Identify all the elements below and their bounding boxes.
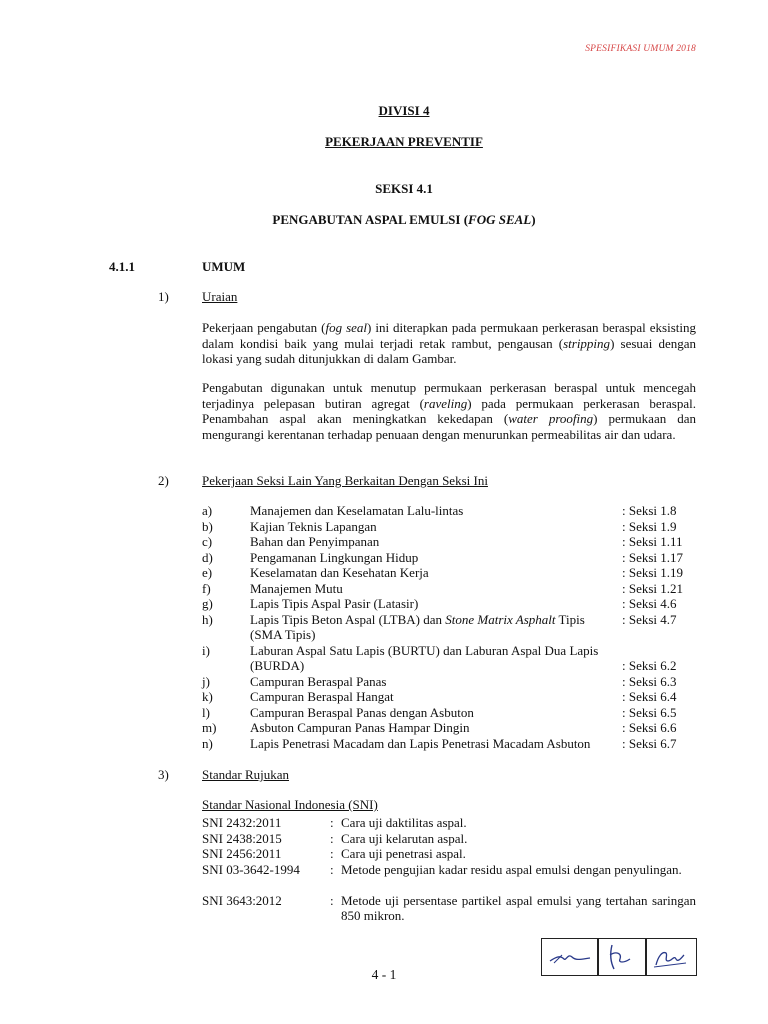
list-item-label: b)	[202, 518, 213, 534]
clause-title: UMUM	[202, 259, 246, 274]
standard-description: Metode pengujian kadar residu aspal emulsi dengan penyulingan.	[341, 861, 682, 877]
division-title: DIVISI 4	[378, 103, 430, 118]
list-item	[0, 611, 768, 642]
list-item-text-run: Tipis (SMA Tipis)	[250, 611, 585, 642]
standard-code: SNI 3643:2012	[202, 892, 282, 908]
clause-number: 4.1.1	[109, 259, 135, 274]
list-item	[0, 642, 768, 673]
list-item-text: Lapis Penetrasi Macadam dan Lapis Penetrasi Macadam Asbuton	[250, 735, 591, 751]
list-item	[0, 736, 768, 752]
section-number: SEKSI 4.1	[375, 181, 433, 196]
standard-colon: :	[330, 861, 334, 877]
standard-code: SNI 2456:2011	[202, 846, 282, 861]
list-item-text: Campuran Beraspal Hangat	[250, 689, 394, 704]
standard-description: Metode uji persentase partikel aspal emulsi yang tertahan saringan 850 mikron.	[341, 892, 696, 923]
list-item-label: c)	[202, 534, 213, 549]
sub2-number: 2)	[158, 473, 169, 488]
standard-colon: :	[330, 830, 334, 846]
sub3-title: Standar Rujukan	[202, 767, 290, 782]
list-item-label: a)	[202, 503, 213, 518]
list-item-label: g)	[202, 596, 213, 611]
paragraph-2-run: Pengabutan digunakan untuk menutup permukaan perkerasan beraspal untuk mencegah terjadinya pelepasan butiran agregat (	[202, 380, 696, 411]
paragraph-2-run: ) pada permukaan perkerasan beraspal. Penambahan aspal akan meningkatkan kekedapan (	[202, 395, 696, 426]
list-item-label: n)	[202, 735, 213, 751]
list-item-label: j)	[202, 673, 210, 689]
list-item	[0, 596, 768, 612]
standard-code: SNI 03-3642-1994	[202, 861, 300, 877]
list-item-label: i)	[202, 642, 210, 658]
standard-colon: :	[330, 815, 334, 830]
list-item-text	[250, 612, 618, 643]
spec-header-note: SPESIFIKASI UMUM 2018	[585, 44, 696, 54]
standard-colon: :	[330, 892, 334, 908]
list-item-label: f)	[202, 580, 211, 596]
list-item-text: Pengamanan Lingkungan Hidup	[250, 549, 419, 565]
paragraph-1	[202, 320, 696, 367]
standard-description: Cara uji kelarutan aspal.	[341, 830, 468, 846]
paragraph-2-run: water proofing	[508, 411, 594, 426]
list-item-section-ref: : Seksi 1.19	[622, 565, 684, 580]
paragraph-1-run: Pekerjaan pengabutan (	[202, 320, 326, 335]
list-item-section-ref: : Seksi 1.9	[622, 518, 677, 534]
list-item-section-ref: : Seksi 6.4	[622, 689, 677, 704]
list-item	[0, 705, 768, 721]
list-item-text: Lapis Tipis Aspal Pasir (Latasir)	[250, 596, 419, 611]
sub3-number: 3)	[158, 767, 169, 782]
list-item-section-ref: : Seksi 1.8	[622, 503, 677, 518]
list-item-label: h)	[202, 611, 213, 627]
list-item-text: Laburan Aspal Satu Lapis (BURTU) dan Laburan Aspal Dua Lapis (BURDA)	[250, 642, 599, 673]
standard-code: SNI 2438:2015	[202, 830, 282, 846]
list-item-label: e)	[202, 565, 213, 580]
list-item-text: Bahan dan Penyimpanan	[250, 534, 380, 549]
list-item	[0, 674, 768, 690]
paragraph-1-run: ) ini diterapkan pada permukaan perkerasan beraspal eksisting dalam kondisi baik yang mulai terjadi retak rambut, pengausan (	[202, 320, 696, 351]
list-item-text: Campuran Beraspal Panas	[250, 673, 387, 689]
list-item	[0, 519, 768, 535]
list-item-label: l)	[202, 704, 210, 720]
section-name-italic: FOG SEAL	[468, 212, 532, 227]
list-item	[0, 689, 768, 705]
section-name	[0, 212, 768, 228]
list-item-section-ref: : Seksi 4.6	[622, 596, 677, 611]
list-item-section-ref: : Seksi 1.17	[622, 549, 684, 565]
paragraph-2	[202, 380, 696, 442]
sni-subtitle: Standar Nasional Indonesia (SNI)	[202, 797, 378, 812]
list-item	[0, 503, 768, 519]
standard-description: Cara uji daktilitas aspal.	[341, 815, 467, 830]
list-item-text: Campuran Beraspal Panas dengan Asbuton	[250, 704, 474, 720]
section-name-suffix: )	[531, 212, 536, 227]
list-item-text: Manajemen Mutu	[250, 580, 343, 596]
paragraph-1-run: ) sesuai dengan lokasi yang sudah ditunjukkan di dalam Gambar.	[202, 335, 696, 366]
list-item	[0, 581, 768, 597]
list-item-text-run: Lapis Tipis Beton Aspal (LTBA) dan	[250, 611, 446, 627]
standard-description: Cara uji penetrasi aspal.	[341, 846, 466, 861]
list-item	[0, 565, 768, 581]
list-item-section-ref: : Seksi 4.7	[622, 611, 677, 627]
list-item-text: Kajian Teknis Lapangan	[250, 518, 377, 534]
sub1-number: 1)	[158, 289, 169, 304]
standard-colon: :	[330, 846, 334, 861]
list-item-text: Manajemen dan Keselamatan Lalu-lintas	[250, 503, 464, 518]
list-item	[0, 550, 768, 566]
list-item-section-ref: : Seksi 6.6	[622, 720, 677, 735]
page-number: 4 - 1	[371, 967, 397, 982]
list-item-section-ref: : Seksi 6.3	[622, 673, 677, 689]
sub2-title: Pekerjaan Seksi Lain Yang Berkaitan Dengan Seksi Ini	[202, 473, 488, 488]
list-item-section-ref: : Seksi 1.11	[622, 534, 683, 549]
list-item-section-ref: : Seksi 1.21	[622, 580, 684, 596]
list-item	[0, 534, 768, 550]
list-item-section-ref: : Seksi 6.2	[622, 658, 677, 673]
paragraph-2-run: ) permukaan dan mengurangi kerentanan terhadap penuaan dengan menurunkan permeabilitas air dan udara.	[202, 411, 696, 442]
list-item-section-ref: : Seksi 6.7	[622, 735, 677, 751]
standard-code: SNI 2432:2011	[202, 815, 282, 830]
list-item-text: Keselamatan dan Kesehatan Kerja	[250, 565, 429, 580]
list-item-label: m)	[202, 720, 217, 735]
paragraph-1-run: fog seal	[325, 320, 368, 335]
list-item-text: Asbuton Campuran Panas Hampar Dingin	[250, 720, 470, 735]
list-item-label: k)	[202, 689, 213, 704]
paragraph-1-run: stripping	[563, 335, 611, 351]
section-name-prefix: PENGABUTAN ASPAL EMULSI (	[272, 212, 469, 227]
list-item-label: d)	[202, 549, 213, 565]
list-item	[0, 720, 768, 736]
list-item-section-ref: : Seksi 6.5	[622, 704, 677, 720]
paragraph-2-run: raveling	[423, 395, 468, 411]
list-item-text-run: Stone Matrix Asphalt	[445, 611, 556, 627]
sub1-title: Uraian	[202, 289, 238, 304]
division-name: PEKERJAAN PREVENTIF	[325, 134, 483, 149]
